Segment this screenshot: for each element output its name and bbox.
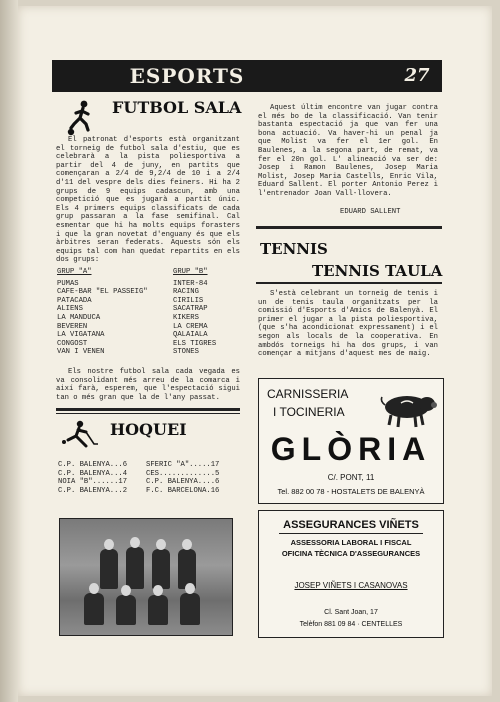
team-item: STONES (173, 348, 199, 357)
player-figure (126, 547, 144, 589)
match-report-signature: EDUARD SALLENT (340, 208, 401, 216)
result-item: C.P. BALENYA...2 (58, 486, 128, 495)
ad-line: I TOCINERIA (273, 405, 345, 419)
player-head (130, 537, 140, 548)
result-item: CES.............5 (146, 469, 220, 478)
ad-contact: Tel. 882 00 78 - HOSTALETS DE BALENYÀ (277, 487, 425, 496)
team-item: QALAIALA (173, 331, 208, 340)
player-head (104, 539, 114, 550)
pig-icon (377, 385, 437, 429)
ad-line: ASSESSORIA LABORAL I FISCAL (290, 538, 412, 547)
result-item: C.P. BALENYA...4 (58, 469, 128, 478)
divider (56, 413, 240, 414)
tennis-paragraph-text: S'està celebrant un torneig de tenis i un de tenis taula organitzats per la comissió d'Esports d'Amics de Balenyà. El primer el jugar a la pista poliesportiva,(que s'ha acondicionat expressament) i el segon als locals de la cooperativa. En ambdós torneigs hi ha dos grups, i van començar a mitjans d'aquest mes de maig. (258, 290, 438, 359)
ad-address: Cl. Sant Joan, 17 (324, 609, 378, 616)
butcher-ad (258, 378, 444, 504)
team-item: PATACADA (57, 296, 92, 305)
team-item: VAN I VENEN (57, 348, 105, 357)
divider (279, 533, 423, 534)
team-item: CONGOST (57, 339, 88, 348)
player-figure (180, 593, 200, 625)
tennis-paragraph (258, 290, 438, 359)
team-item: ELS TIGRES (173, 339, 217, 348)
player-head (185, 583, 195, 594)
divider (256, 282, 442, 284)
binding-edge (0, 0, 18, 702)
result-item: SFERIC "A".....17 (146, 461, 220, 469)
ad-line: CARNISSERIA (267, 387, 349, 401)
hoquei-results-left (58, 461, 148, 495)
player-figure (148, 595, 168, 625)
futbol-sala-title: FUTBOL SALA (112, 98, 242, 117)
team-item: LA VIGATANA (57, 331, 105, 340)
hoquei-title: HOQUEI (110, 420, 187, 439)
futbol-paragraph-text: El patronat d'esports està organitzant el torneig de futbol sala d'estiu, que es celebrarà a la pista poliesportiva a partir del 4 de juny, en partits que començaran a 2/4 de 9,2/4 de 10 i a 2/4 d'11 del vespre dels dies feiners. Hi ha 2 grups de 9 equips cadascun, amb una competició que es jugarà a partit únic. Els 4 primers equips classificats de cada grup passaran a la fase semifinal. Cal esmentar que hi ha molts equips forasters i que la gran novetat d'enguany és que els àrbitres seran federats. Aquests són els equips tal com han quedat repartits en els dos grups: (56, 136, 240, 265)
hockey-player-icon (60, 420, 98, 450)
divider (256, 226, 442, 229)
shop-name: GLÒRIA (270, 431, 432, 467)
ad-address: C/. PONT, 11 (327, 473, 375, 482)
group-b-label: GRUP "B" (173, 268, 208, 276)
soccer-player-icon (66, 100, 94, 136)
team-photo (59, 518, 233, 636)
player-head (156, 539, 166, 550)
team-item: KIKERS (173, 313, 199, 322)
group-a-list (57, 268, 172, 357)
group-b-list (173, 268, 243, 357)
team-item: LA CREMA (173, 322, 208, 331)
team-item: BEVEREN (57, 322, 88, 331)
ad-owner: JOSEP VIÑETS I CASANOVAS (294, 581, 408, 590)
team-item: INTER-84 (173, 279, 208, 288)
match-report-text: Aquest últim encontre van jugar contra el més bo de la classificació. Van tenir bastanta espectació ja que van fer una bona actuació. Va haver-hi un penal ja que Molist va fer el 1er gol. En Baulenes, a la segona part, de remat, va fer el 20n gol. L' alineació va ser de: Josep i Ramon Baulenes, Josep Maria Molist, Josep Maria Castells, Enric Vila, Eduard Sallent. El porter Antonio Perez i l'entrenador Joan Vall-llovera. (258, 104, 438, 198)
result-item: F.C. BARCELONA.16 (146, 486, 220, 495)
team-item: PUMAS (57, 279, 79, 288)
player-head (89, 583, 99, 594)
divider (56, 408, 240, 411)
result-item: NOIA "B"......17 (58, 478, 128, 487)
team-item: LA MANDUCA (57, 313, 101, 322)
player-figure (116, 595, 136, 625)
team-item: CIRILIS (173, 296, 204, 305)
team-item: SACATRAP (173, 305, 208, 314)
ad-title: ASSEGURANCES VIÑETS (283, 519, 419, 531)
futbol-paragraph (56, 136, 240, 266)
page-number: 27 (404, 65, 430, 86)
player-head (182, 539, 192, 550)
ad-line: OFICINA TÈCNICA D'ASSEGURANCES (281, 549, 421, 558)
result-item: C.P. BALENYA....6 (146, 478, 220, 487)
hoquei-results-right (146, 461, 241, 495)
group-a-label: GRUP "A" (57, 268, 92, 276)
team-item: CAFE-BAR "EL PASSEIG" (57, 288, 148, 297)
futbol-closing (56, 368, 240, 402)
player-head (121, 585, 131, 596)
result-item: C.P. BALENYA...6 (58, 461, 128, 469)
insurance-ad (258, 510, 444, 638)
team-item: ALIENS (57, 305, 83, 314)
match-report (258, 104, 438, 199)
tennis-taula-title: TENNIS TAULA (312, 262, 443, 280)
player-figure (84, 593, 104, 625)
ad-contact: Telèfon 881 09 84 · CENTELLES (299, 621, 403, 628)
player-figure (152, 549, 170, 589)
team-item: RACING (173, 288, 199, 297)
futbol-closing-text: Els nostre futbol sala cada vegada es va consolidant més arreu de la comarca i així farà, esperem, que l'espectació sigui tan o més gran que la de l'any passat. (56, 368, 240, 402)
tennis-title: TENNIS (260, 240, 328, 258)
section-header-title: ESPORTS (129, 64, 245, 88)
player-head (153, 585, 163, 596)
player-figure (100, 549, 118, 589)
